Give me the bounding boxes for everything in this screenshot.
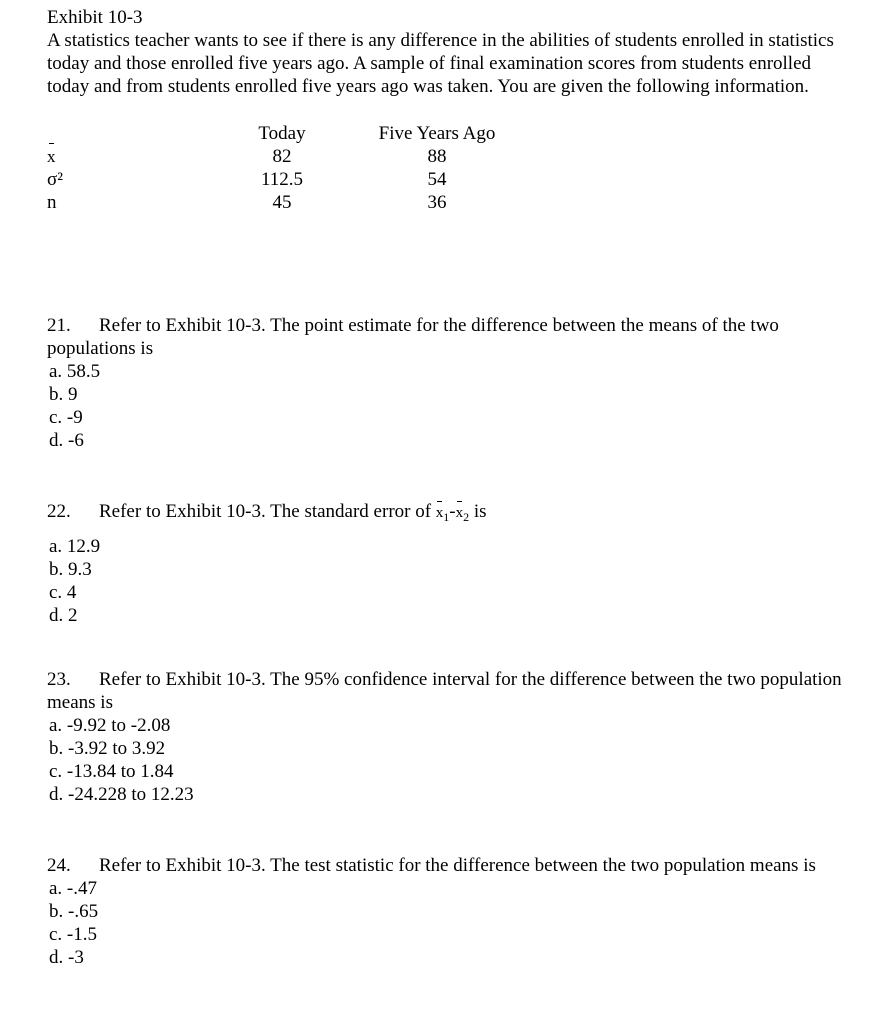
- stats-table: [47, 122, 847, 262]
- exhibit-intro: A statistics teacher wants to see if there is any difference in the abilities of students enrolled in statistics today and those enrolled five years ago. A sample of final examination scores from students enrolled today and from students enrolled five years ago was taken. You are given the following information.: [47, 30, 834, 97]
- options-list: [47, 535, 847, 627]
- cell-today-mean: 82: [272, 146, 292, 167]
- option-a[interactable]: a. 12.9: [49, 536, 101, 557]
- option-d[interactable]: d. 2: [49, 605, 78, 626]
- question-number: 21.: [47, 315, 71, 336]
- option-b[interactable]: b. -3.92 to 3.92: [49, 738, 166, 759]
- options-list: [47, 714, 847, 806]
- question-24: [47, 854, 847, 969]
- row-label-mean: x: [47, 147, 56, 166]
- cell-today-n: 45: [272, 192, 292, 213]
- cell-five-n: 36: [427, 192, 447, 213]
- cell-five-variance: 54: [427, 169, 447, 190]
- option-d[interactable]: d. -6: [49, 430, 84, 451]
- option-a[interactable]: a. -9.92 to -2.08: [49, 715, 171, 736]
- option-b[interactable]: b. -.65: [49, 901, 99, 922]
- cell-five-mean: 88: [427, 146, 447, 167]
- document-page: [47, 6, 847, 968]
- question-stem: 22. Refer to Exhibit 10-3. The standard error of $x_1-x_2$ is: [47, 501, 487, 524]
- option-d[interactable]: d. -3: [49, 947, 84, 968]
- question-number: 22.: [47, 501, 71, 522]
- cell-today-variance: 112.5: [260, 169, 304, 190]
- column-five-years-ago: [367, 122, 507, 214]
- question-21: [47, 314, 847, 452]
- column-header-five-years-ago: Five Years Ago: [378, 123, 496, 144]
- option-d[interactable]: d. -24.228 to 12.23: [49, 784, 194, 805]
- row-label-variance: σ²: [47, 169, 63, 190]
- option-c[interactable]: c. 4: [49, 582, 77, 603]
- question-stem: 24. Refer to Exhibit 10-3. The test statistic for the difference between the two population means is: [47, 855, 816, 876]
- option-a[interactable]: a. -.47: [49, 878, 98, 899]
- column-today: [247, 122, 317, 214]
- options-list: [47, 360, 847, 452]
- option-a[interactable]: a. 58.5: [49, 361, 101, 382]
- exhibit-title: Exhibit 10-3: [47, 7, 143, 28]
- row-labels: [47, 122, 67, 214]
- column-header-today: Today: [258, 123, 306, 144]
- question-number: 23.: [47, 669, 71, 690]
- option-c[interactable]: c. -1.5: [49, 924, 98, 945]
- row-label-n: n: [47, 192, 57, 213]
- question-22: [47, 500, 847, 627]
- options-list: [47, 877, 847, 969]
- question-23: [47, 668, 847, 806]
- option-c[interactable]: c. -13.84 to 1.84: [49, 761, 174, 782]
- option-c[interactable]: c. -9: [49, 407, 83, 428]
- option-b[interactable]: b. 9: [49, 384, 78, 405]
- question-stem: 23. Refer to Exhibit 10-3. The 95% confidence interval for the difference between the two population means is: [47, 669, 842, 713]
- option-b[interactable]: b. 9.3: [49, 559, 92, 580]
- question-stem: 21. Refer to Exhibit 10-3. The point estimate for the difference between the means of the two populations is: [47, 315, 779, 359]
- question-number: 24.: [47, 855, 71, 876]
